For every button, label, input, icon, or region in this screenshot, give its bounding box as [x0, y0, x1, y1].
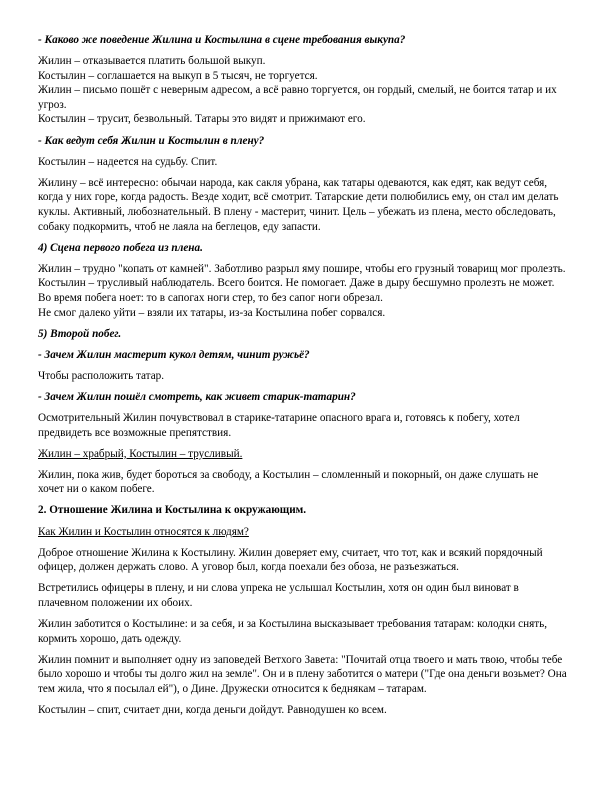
text-line: Костылин – трусит, безвольный. Татары это видят и прижимают его.: [38, 113, 366, 126]
paragraph-indifferent: Костылин – спит, считает дни, когда деньги дойдут. Равнодушен ко всем.: [38, 703, 387, 716]
heading-second-escape: 5) Второй побег.: [38, 327, 122, 340]
paragraph-no-reproach: Встретились офицеры в плену, и ни слова упрека не услышал Костылин, хотя он один был виноват в плачевном положении их обоих.: [38, 582, 519, 609]
section-heading-attitude: 2. Отношение Жилина и Костылина к окружающим.: [38, 504, 307, 517]
paragraph-kostylin-sleeps: Костылин – надеется на судьбу. Спит.: [38, 155, 218, 168]
question-ransom: - Каково же поведение Жилина и Костылина в сцене требования выкупа?: [38, 34, 406, 46]
paragraph-care: Жилин заботится о Костылине: и за себя, и за Костылина высказывает требования татарам: колодки снять, кормить хорошо, дать одежду.: [38, 618, 548, 645]
text-line: Костылин – соглашается на выкуп в 5 тысяч, не торгуется.: [38, 69, 318, 82]
text-line: Жилин – отказывается платить большой выкуп.: [38, 55, 266, 68]
paragraph-kindness: Доброе отношение Жилина к Костылину. Жилин доверяет ему, считает, что тот, как и всякий порядочный офицер, должен держать слово. А уговор был, когда поехали без обоза, не разъезжаться.: [38, 546, 543, 574]
heading-first-escape: 4) Сцена первого побега из плена.: [38, 241, 203, 254]
underlined-question-people: Как Жилин и Костылин относятся к людям?: [38, 525, 249, 538]
paragraph-commandment: Жилин помнит и выполняет одну из заповедей Ветхого Завета: "Почитай отца твоего и мать твою, чтобы тебе было хорошо и чтобы ты долго жил на земле". Он и в плену заботится о матери ("Где она деньги возьмет? Она тем жила, что я посылал ей"), о Дине. Дружески относится к беднякам – татарам.: [38, 653, 567, 695]
paragraph-zhilin-interest: Жилину – всё интересно: обычаи народа, как сакля убрана, как татары одеваются, как едят, как ведут себя, когда у них горе, когда радость. Везде ходит, всё смотрит. Татарские дети полюбились ему, он стал им делать куклы. Активный, любознательный. В плену - мастерит, чинит. Цель – убежать из плена, место обследовать, собаку подкормить, чтоб не лаяла на беглецов, еду запасти.: [38, 176, 559, 233]
underlined-conclusion: Жилин – храбрый, Костылин – трусливый.: [38, 447, 243, 460]
question-old-man: - Зачем Жилин пошёл смотреть, как живет старик-татарин?: [38, 390, 356, 403]
text-line: Не смог далеко уйти – взяли их татары, из-за Костылина побег сорвался.: [38, 306, 386, 319]
paragraph-ransom: [38, 54, 567, 127]
paragraph-tatars: Чтобы расположить татар.: [38, 369, 165, 382]
paragraph-cautious: Осмотрительный Жилин почувствовал в старике-татарине опасного врага и, готовясь к побегу, хотел предвидеть все возможные препятствия.: [38, 411, 520, 439]
paragraph-freedom: Жилин, пока жив, будет бороться за свободу, а Костылин – сломленный и покорный, он даже слушать не хочет ни о каком побеге.: [38, 468, 539, 496]
paragraph-first-escape: [38, 262, 567, 320]
question-dolls: - Зачем Жилин мастерит кукол детям, чинит ружьё?: [38, 348, 310, 361]
text-line: Жилин – трудно "копать от камней". Заботливо разрыл яму пошире, чтобы его грузный товарищ мог пролезть.: [38, 262, 566, 275]
text-line: Жилин – письмо пошёт с неверным адресом, а всё равно торгуется, он гордый, смелый, не боится татар и их угроз.: [38, 84, 557, 111]
text-line: Костылин – трусливый наблюдатель. Всего боится. Не помогает. Даже в дыру бесшумно пролезть не может. Во время побега ноет: то в сапогах ноги стер, то без сапог ноги обрезал.: [38, 277, 555, 304]
question-captivity: - Как ведут себя Жилин и Костылин в плену?: [38, 134, 265, 147]
